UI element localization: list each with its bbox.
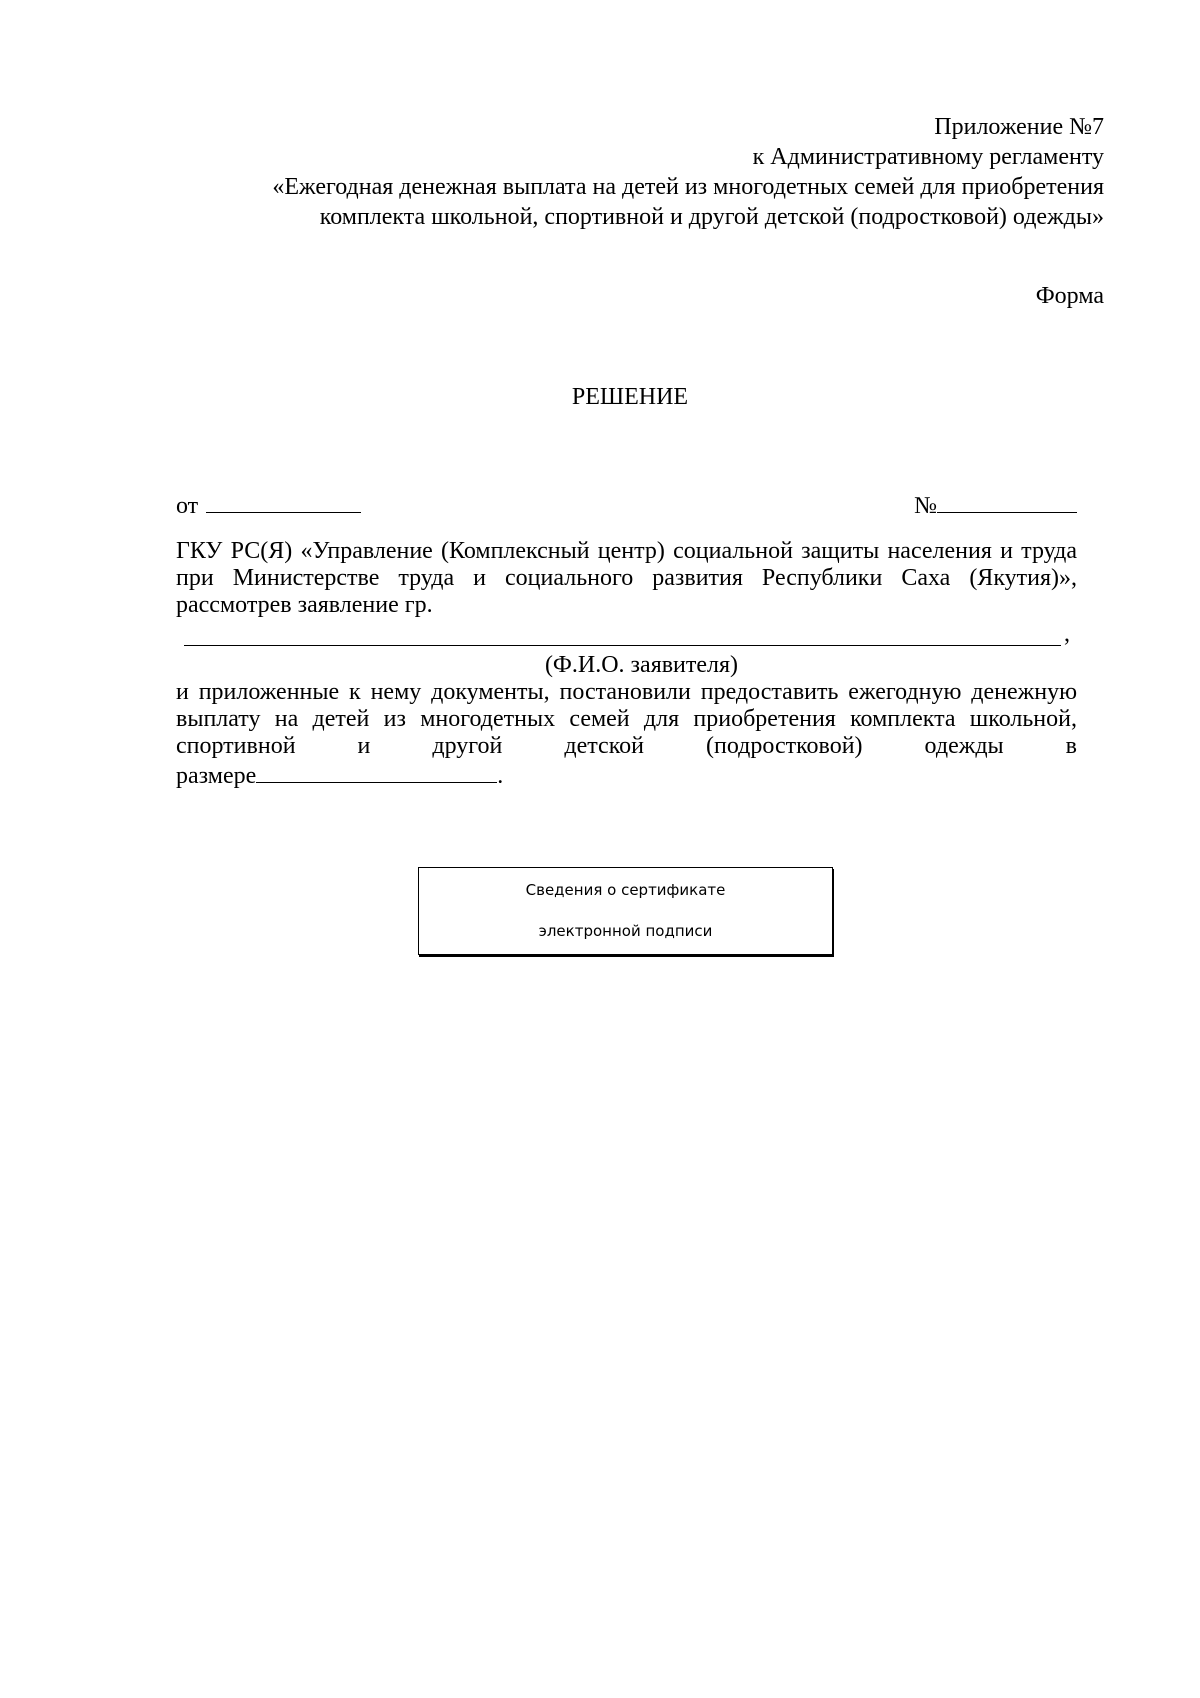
document-title: РЕШЕНИЕ <box>571 384 689 410</box>
appendix-header <box>204 112 1104 232</box>
date-field <box>176 490 361 521</box>
body-line: спортивной и другой детской (подростковой) одежды в <box>176 733 1077 759</box>
amount-field <box>176 760 1077 790</box>
body-line: выплату на детей из многодетных семей для приобретения комплекта школьной, <box>176 706 1077 732</box>
number-field <box>914 490 1077 521</box>
decision-body <box>176 538 1077 790</box>
certificate-info-line2: электронной подписи <box>538 922 713 940</box>
body-line: при Министерстве труда и социального развития Республики Саха (Якутия)», <box>176 565 1077 591</box>
applicant-name-blank-line[interactable] <box>184 645 1061 646</box>
applicant-name-comma: , <box>1064 621 1070 647</box>
amount-label: размере <box>176 763 257 789</box>
date-blank-line[interactable] <box>206 490 361 513</box>
body-line: и приложенные к нему документы, постановили предоставить ежегодную денежную <box>176 679 1077 705</box>
signature-certificate-box <box>418 867 833 955</box>
applicant-name-caption: (Ф.И.О. заявителя) <box>544 652 739 678</box>
amount-period: . <box>497 763 504 789</box>
body-line: рассмотрев заявление гр. <box>176 592 433 618</box>
appendix-reference: к Административному регламенту <box>752 144 1104 170</box>
body-line: ГКУ РС(Я) «Управление (Комплексный центр) социальной защиты населения и труда <box>176 538 1077 564</box>
applicant-name-field <box>176 621 1077 651</box>
regulation-title-line1: «Ежегодная денежная выплата на детей из многодетных семей для приобретения <box>272 174 1104 200</box>
number-label: № <box>914 493 937 519</box>
appendix-number: Приложение №7 <box>934 114 1104 140</box>
date-number-row <box>176 490 1077 522</box>
amount-blank-line[interactable] <box>256 760 497 783</box>
certificate-info-line1: Сведения о сертификате <box>525 881 726 899</box>
form-label: Форма <box>1035 283 1104 309</box>
number-blank-line[interactable] <box>937 490 1077 513</box>
regulation-title-line2: комплекта школьной, спортивной и другой детской (подростковой) одежды» <box>319 204 1104 230</box>
date-label: от <box>176 493 199 519</box>
